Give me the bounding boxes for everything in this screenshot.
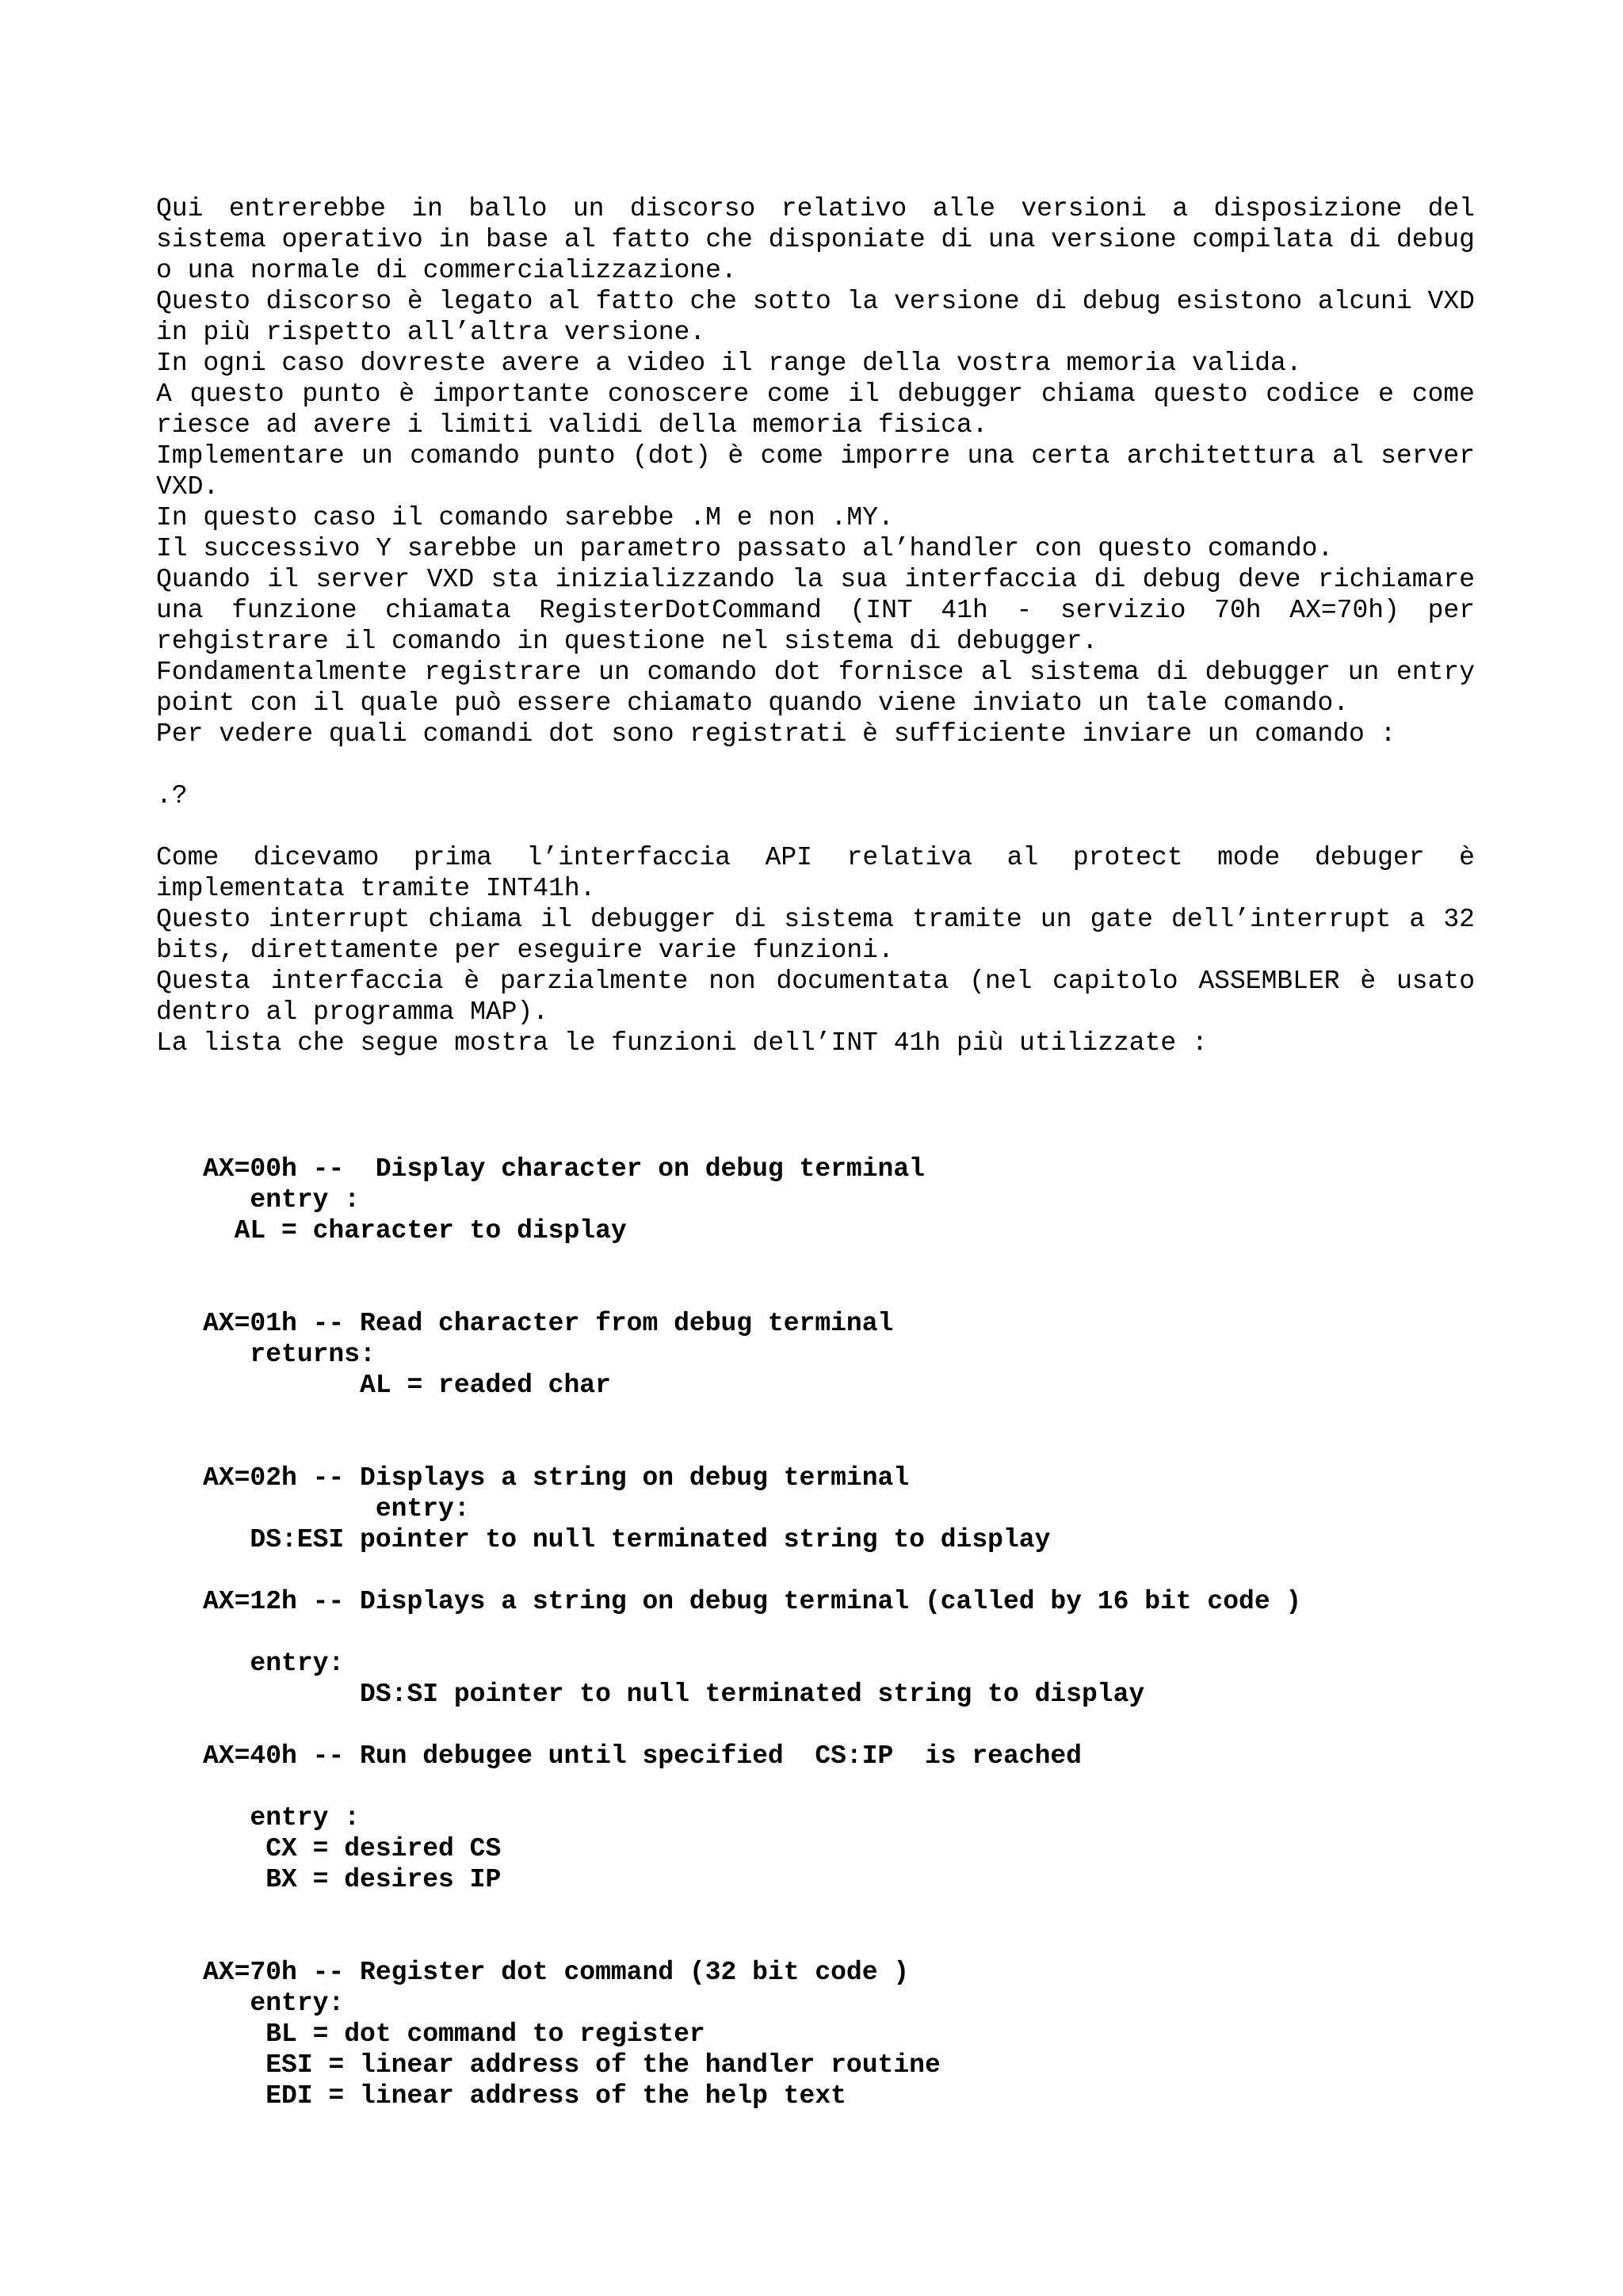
function-title: AX=00h -- Display character on debug terminal	[203, 1154, 925, 1184]
command-example: .?	[156, 781, 188, 810]
function-entry-label: entry:	[203, 1494, 470, 1524]
paragraph: Qui entrerebbe in ballo un discorso relativo alle versioni a disposizione del sistema operativo in base al fatto che disponiate di una versione compilata di debug o una normale di commercializzazione.	[156, 194, 1475, 285]
spacer	[203, 1617, 1550, 1648]
spacer	[156, 749, 1475, 780]
function-entry-label: entry :	[203, 1803, 361, 1833]
paragraph: In questo caso il comando sarebbe .M e non .MY.	[156, 503, 894, 532]
paragraph: Quando il server VXD sta inizializzando la sua interfaccia di debug deve richiamare una funzione chiamata RegisterDotCommand (INT 41h - servizio 70h AX=70h) per rehgistrare il comando in questione nel sistema di debugger.	[156, 565, 1475, 656]
function-register: DS:SI pointer to null terminated string to display	[203, 1680, 1145, 1709]
function-title: AX=01h -- Read character from debug terminal	[203, 1309, 894, 1338]
spacer	[203, 1401, 1550, 1463]
body-text	[156, 193, 1475, 1058]
spacer	[156, 811, 1475, 842]
function-register: DS:ESI pointer to null terminated string to display	[203, 1525, 1051, 1554]
spacer	[203, 1895, 1550, 1957]
spacer	[203, 1555, 1550, 1586]
function-register: CX = desired CS	[203, 1834, 502, 1863]
paragraph: Questa interfaccia è parzialmente non documentata (nel capitolo ASSEMBLER è usato dentro al programma MAP).	[156, 967, 1475, 1027]
function-entry-label: entry:	[203, 1989, 345, 2018]
function-entry-label: entry :	[203, 1185, 361, 1215]
function-title: AX=12h -- Displays a string on debug terminal (called by 16 bit code )	[203, 1587, 1302, 1616]
paragraph: Il successivo Y sarebbe un parametro passato al’handler con questo comando.	[156, 534, 1334, 563]
spacer	[203, 1246, 1550, 1308]
paragraph: Come dicevamo prima l’interfaccia API relativa al protect mode debuger è implementata tramite INT41h.	[156, 843, 1475, 903]
paragraph: Fondamentalmente registrare un comando dot fornisce al sistema di debugger un entry point con il quale può essere chiamato quando viene inviato un tale comando.	[156, 658, 1475, 718]
function-register: BX = desires IP	[203, 1865, 502, 1894]
spacer	[203, 1710, 1550, 1741]
spacer	[203, 1772, 1550, 1802]
paragraph: In ogni caso dovreste avere a video il range della vostra memoria valida.	[156, 349, 1302, 378]
function-returns-label: returns:	[203, 1340, 376, 1369]
paragraph: Implementare un comando punto (dot) è come imporre una certa architettura al server VXD.	[156, 441, 1475, 502]
function-register: ESI = linear address of the handler routine	[203, 2050, 941, 2080]
function-register: BL = dot command to register	[203, 2019, 705, 2049]
paragraph: Questo interrupt chiama il debugger di sistema tramite un gate dell’interrupt a 32 bits, direttamente per eseguire varie funzioni.	[156, 905, 1475, 965]
function-title: AX=70h -- Register dot command (32 bit code )	[203, 1958, 910, 1987]
paragraph: A questo punto è importante conoscere come il debugger chiama questo codice e come riesce ad avere i limiti validi della memoria fisica.	[156, 379, 1475, 440]
function-title: AX=40h -- Run debugee until specified CS:IP is reached	[203, 1741, 1082, 1771]
function-register: AL = readed char	[203, 1371, 611, 1400]
function-entry-label: entry:	[203, 1649, 345, 1678]
paragraph: La lista che segue mostra le funzioni dell’INT 41h più utilizzate :	[156, 1028, 1208, 1058]
function-register: EDI = linear address of the help text	[203, 2081, 846, 2111]
paragraph: Questo discorso è legato al fatto che sotto la versione di debug esistono alcuni VXD in più rispetto all’altra versione.	[156, 287, 1475, 347]
paragraph: Per vedere quali comandi dot sono registrati è sufficiente inviare un comando :	[156, 719, 1396, 749]
function-register: AL = character to display	[203, 1216, 627, 1245]
int41h-function-list	[203, 1154, 1550, 2111]
function-title: AX=02h -- Displays a string on debug terminal	[203, 1463, 910, 1493]
